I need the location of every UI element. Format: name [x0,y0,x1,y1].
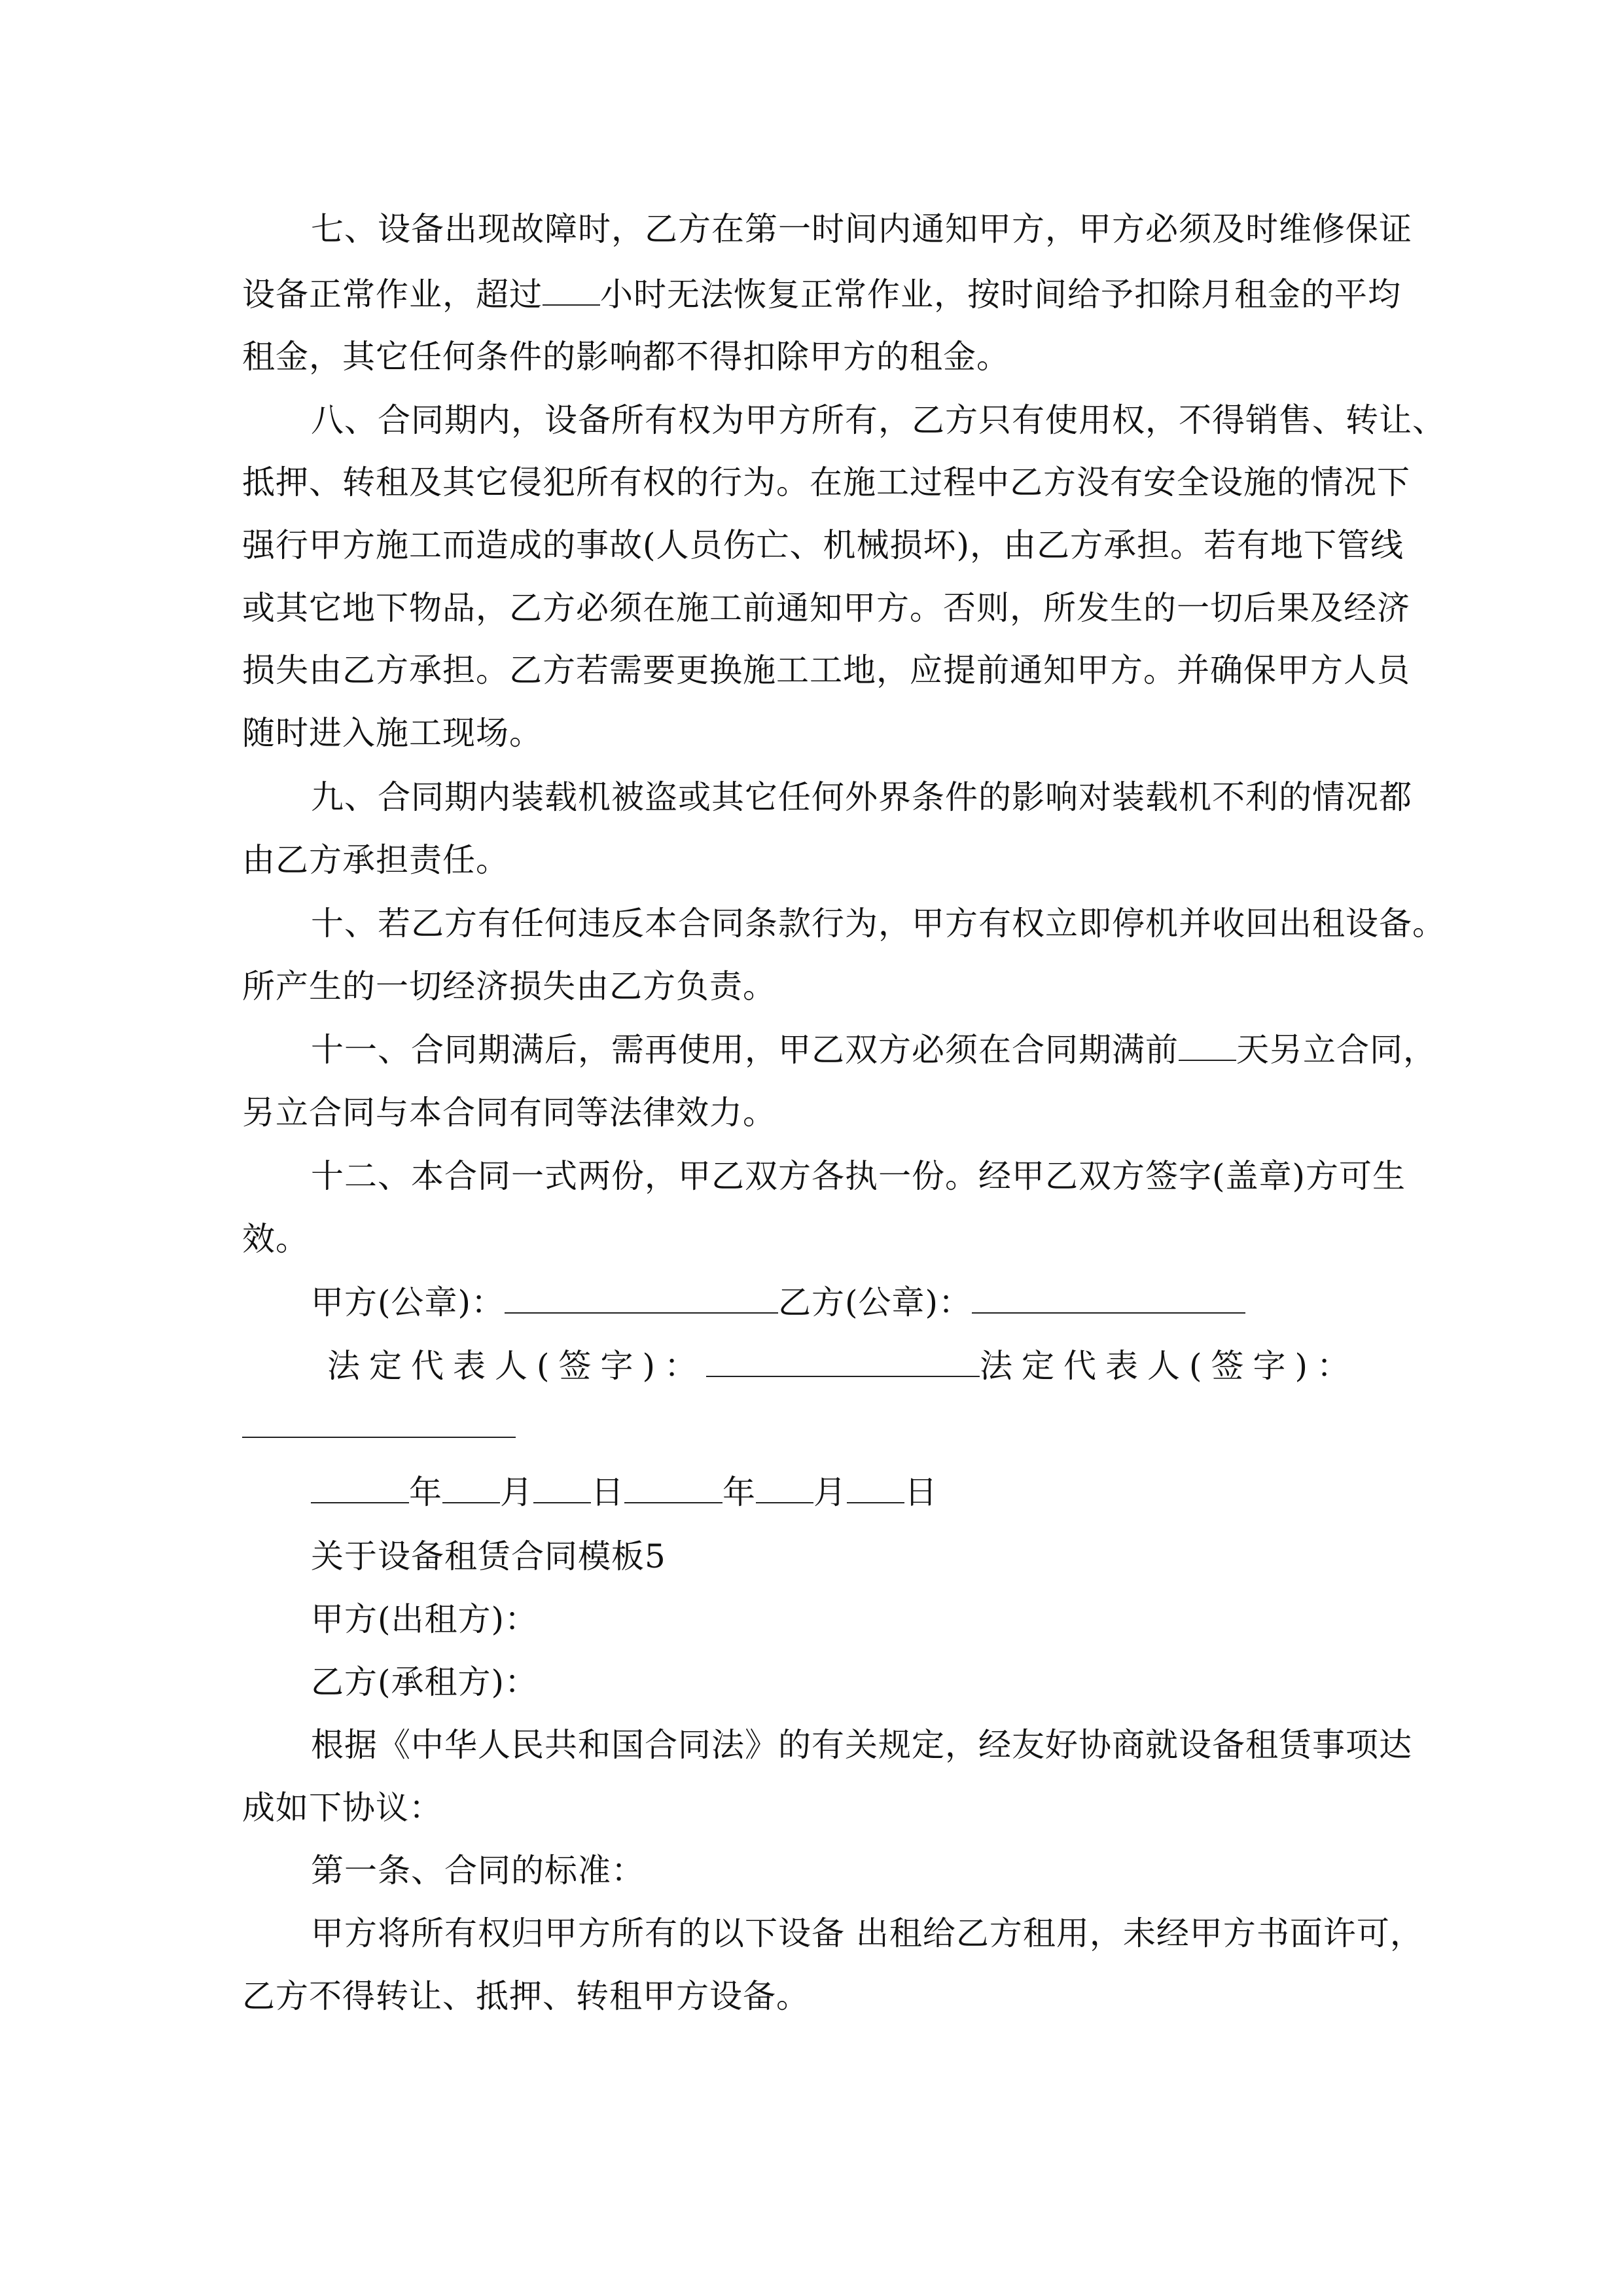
day-a-label: 日 [591,1473,624,1511]
days-blank [1179,1031,1236,1061]
year-b-blank [624,1473,722,1503]
month-b-label: 月 [813,1473,847,1511]
clause-9-line-1: 九、合同期内装载机被盗或其它任何外界条件的影响对装载机不利的情况都 [311,778,1412,816]
year-a-blank [311,1473,409,1503]
clause-8-line-6: 随时进入施工现场。 [242,714,543,752]
clause-8-line-2: 抵押、转租及其它侵犯所有权的行为。在施工过程中乙方没有安全设施的情况下 [242,463,1410,501]
party-a-line: 甲方(出租方)： [311,1600,539,1638]
party-b-line: 乙方(承租方)： [311,1663,539,1701]
clause-10-line-2: 所产生的一切经济损失由乙方负责。 [242,967,776,1005]
rep-b-label: 法定代表人(签字)： [980,1347,1359,1385]
rep-b-blank [242,1408,516,1438]
intro-line-1: 根据《中华人民共和国合同法》的有关规定，经友好协商就设备租赁事项达 [311,1726,1412,1764]
party-b-seal-label: 乙方(公章)： [778,1283,972,1321]
clause-12-line-2: 效。 [242,1220,309,1258]
date-line [311,1473,1436,1512]
month-b-blank [756,1473,813,1503]
clause-7-line-1: 七、设备出现故障时，乙方在第一时间内通知甲方，甲方必须及时维修保证 [311,210,1412,248]
party-b-seal-blank [972,1283,1245,1314]
clause-8-line-4: 或其它地下物品，乙方必须在施工前通知甲方。否则，所发生的一切后果及经济 [242,589,1410,627]
clause-12-line-1: 十二、本合同一式两份，甲乙双方各执一份。经甲乙双方签字(盖章)方可生 [311,1157,1406,1195]
article-1-line-2: 乙方不得转让、抵押、转租甲方设备。 [242,1977,810,2015]
clause-7-line-2 [242,275,1401,314]
rep-a-label: 法定代表人(签字)： [327,1347,707,1385]
intro-line-2: 成如下协议： [242,1789,442,1827]
clause-8-line-1: 八、合同期内，设备所有权为甲方所有，乙方只有使用权，不得销售、转让、 [311,401,1446,439]
month-a-blank [442,1473,500,1503]
day-b-blank [847,1473,904,1503]
article-1-title: 第一条、合同的标准： [311,1852,645,1890]
year-a-label: 年 [409,1473,442,1511]
rep-a-blank [706,1347,980,1377]
year-b-label: 年 [722,1473,756,1511]
day-a-blank [533,1473,591,1503]
hours-blank [543,276,600,306]
clause-8-line-5: 损失由乙方承担。乙方若需要更换施工工地，应提前通知甲方。并确保甲方人员 [242,651,1410,689]
month-a-label: 月 [500,1473,533,1511]
clause-11-line-1-b: 天另立合同， [1236,1031,1436,1069]
clause-8-line-3: 强行甲方施工而造成的事故(人员伤亡、机械损坏)，由乙方承担。若有地下管线 [242,526,1404,564]
clause-11-line-1-a: 十一、合同期满后，需再使用，甲乙双方必须在合同期满前 [311,1031,1179,1069]
seal-line [311,1283,1436,1322]
day-b-label: 日 [904,1473,938,1511]
clause-9-line-2: 由乙方承担责任。 [242,841,509,879]
article-1-line-1: 甲方将所有权归甲方所有的以下设备 出租给乙方租用，未经甲方书面许可， [311,1914,1423,1952]
clause-7-line-3: 租金，其它任何条件的影响都不得扣除甲方的租金。 [242,338,1010,376]
clause-11-line-1 [311,1030,1436,1069]
clause-7-line-2-b: 小时无法恢复正常作业，按时间给予扣除月租金的平均 [600,276,1401,314]
party-a-seal-label: 甲方(公章)： [311,1283,505,1321]
template-5-title: 关于设备租赁合同模板5 [311,1537,666,1575]
clause-10-line-1: 十、若乙方有任何违反本合同条款行为，甲方有权立即停机并收回出租设备。 [311,905,1446,942]
clause-7-line-2-a: 设备正常作业，超过 [242,276,543,314]
rep-line [327,1346,1453,1386]
rep-b-blank-line [242,1407,1368,1446]
party-a-seal-blank [505,1283,778,1314]
clause-11-line-2: 另立合同与本合同有同等法律效力。 [242,1094,776,1132]
